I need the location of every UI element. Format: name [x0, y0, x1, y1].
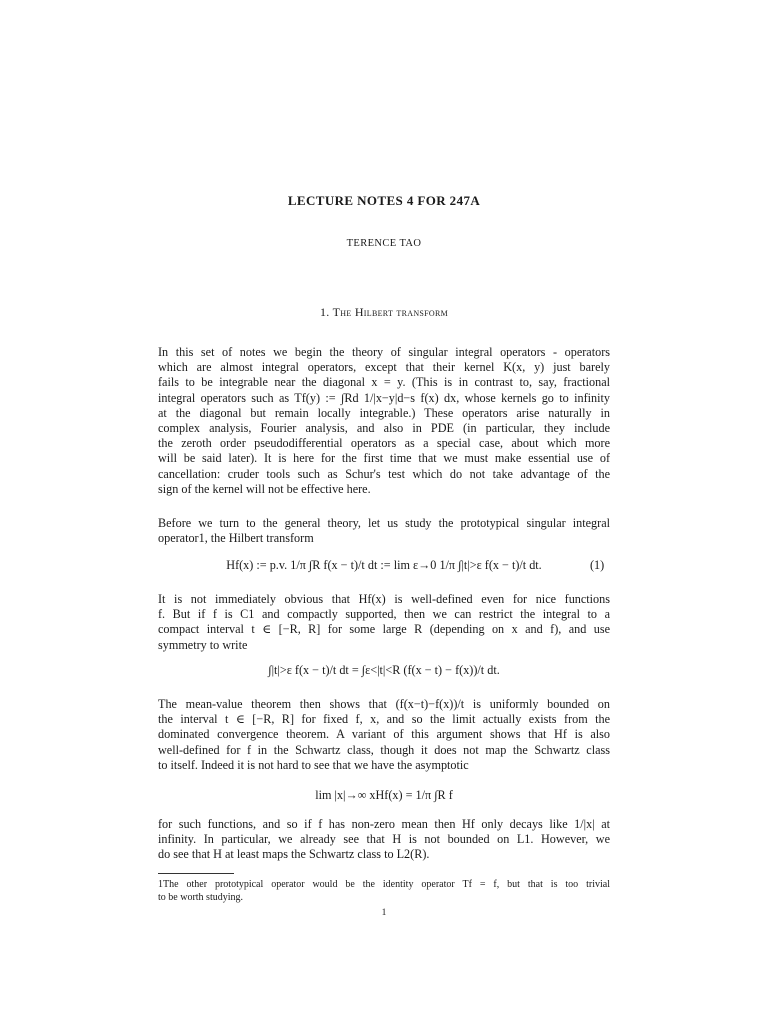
text-line: well-defined for f in the Schwartz class, though it does not map the Schwartz class: [158, 742, 610, 757]
text-line: for such functions, and so if f has non-zero mean then Hf only decays like 1/|x| at: [158, 817, 610, 831]
text-line: complex analysis, Fourier analysis, and also in PDE (in particular, they include: [158, 420, 610, 435]
equation-number: (1): [590, 558, 605, 572]
text-line: the interval t ∈ [−R, R] for fixed f, x, and so the limit actually exists from the: [158, 712, 610, 727]
text-line: symmetry to write: [158, 637, 248, 652]
section-heading: 1. The Hilbert transform: [319, 305, 449, 319]
text-line: f. But if f is C1 and compactly supported, then we can restrict the integral to a: [158, 607, 610, 622]
text-line: to itself. Indeed it is not hard to see that we have the asymptotic: [158, 757, 469, 772]
page-number: 1: [381, 908, 387, 918]
author-name: TERENCE TAO: [346, 238, 422, 249]
text-line: infinity. In particular, we already see that H is not bounded on L1. However, we: [158, 832, 610, 847]
equation-hilbert-transform: Hf(x) := p.v. 1/π ∫R f(x − t)/t dt := lim ε→0 1/π ∫|t|>ε f(x − t)/t dt.: [226, 558, 542, 572]
text-line: sign of the kernel will not be effective here.: [158, 481, 371, 496]
paper-title: LECTURE NOTES 4 FOR 247A: [287, 193, 481, 208]
text-line: Before we turn to the general theory, let us study the prototypical singular integral: [158, 516, 610, 530]
footnote-line: 1The other prototypical operator would be the identity operator Tf = f, but that is too trivial: [158, 879, 610, 890]
paragraph-well-defined: [158, 592, 610, 653]
text-line: operator1, the Hilbert transform: [158, 531, 314, 546]
text-line: integral operators such as Tf(y) := ∫Rd 1/|x−y|d−s f(x) dx, whose kernels go to infinity: [158, 390, 610, 405]
paragraph-mean-value: [158, 697, 610, 773]
text-line: will be said later). It is here for the first time that we must make essential use of: [158, 451, 610, 466]
text-line: do see that H at least maps the Schwartz class to L2(R).: [158, 847, 430, 862]
text-line: cancellation: cruder tools such as Schur's test which do not take advantage of the: [158, 466, 610, 481]
footnote-line: to be worth studying.: [158, 892, 243, 903]
footnote-divider: [158, 873, 234, 874]
equation-asymptotic: lim |x|→∞ xHf(x) = 1/π ∫R f: [315, 788, 453, 802]
text-line: the zeroth order pseudodifferential operators as a special case, about which more: [158, 436, 610, 451]
text-line: at the diagonal but remain locally integrable.) These operators arise naturally in: [158, 405, 610, 420]
footnote: [158, 878, 610, 904]
text-line: It is not immediately obvious that Hf(x) is well-defined even for nice functions: [158, 592, 610, 606]
text-line: The mean-value theorem then shows that (f(x−t)−f(x))/t is uniformly bounded on: [158, 697, 610, 711]
text-line: dominated convergence theorem. A variant of this argument shows that Hf is also: [158, 727, 610, 742]
text-line: compact interval t ∈ [−R, R] for some large R (depending on x and f), and use: [158, 622, 610, 637]
paragraph-decay: [158, 817, 610, 863]
text-line: fails to be integrable near the diagonal x = y. (This is in contrast to, say, fractional: [158, 375, 610, 390]
paragraph-intro: [158, 345, 610, 497]
text-line: In this set of notes we begin the theory of singular integral operators - operators: [158, 345, 610, 359]
text-line: which are almost integral operators, except that their kernel K(x, y) just barely: [158, 360, 610, 375]
paragraph-hilbert-intro: [158, 516, 610, 546]
equation-symmetry: ∫|t|>ε f(x − t)/t dt = ∫ε<|t|<R (f(x − t) − f(x))/t dt.: [268, 663, 500, 677]
